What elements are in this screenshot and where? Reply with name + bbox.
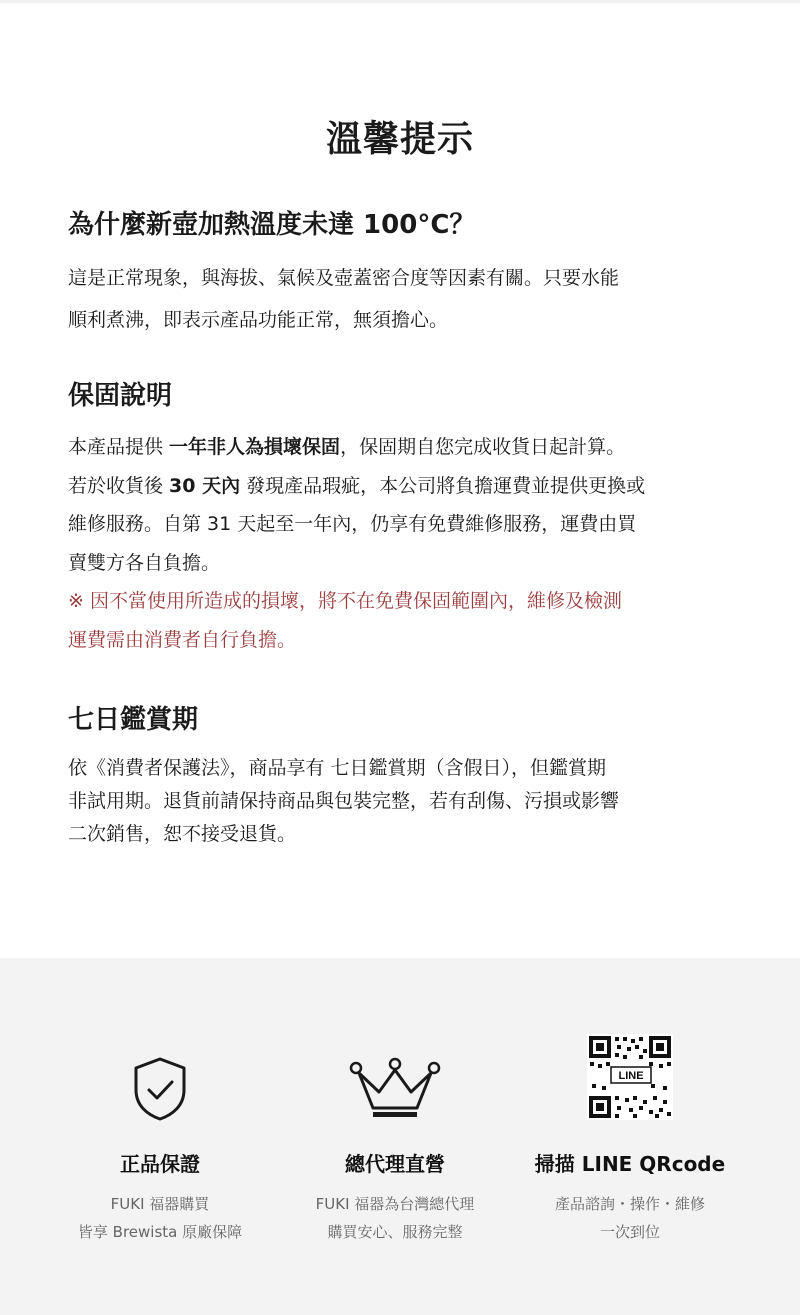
warranty-text-part: 本產品提供 (68, 436, 170, 458)
faq-text (68, 257, 740, 341)
notice-content (0, 3, 800, 958)
feature-desc (500, 1190, 760, 1246)
feature-desc-line: 購買安心、服務完整 (327, 1223, 463, 1241)
feature-desc (265, 1190, 525, 1246)
faq-heading: 為什麼新壺加熱溫度未達 100°C？ (68, 210, 476, 240)
feature-desc-line: FUKI 福器為台灣總代理 (315, 1195, 475, 1213)
warranty-section (68, 375, 740, 659)
trial-line: 依《消費者保護法》，商品享有 七日鑑賞期（含假日），但鑑賞期 (68, 757, 607, 779)
warranty-text-part: 維修服務。自第 31 天起至一年內，仍享有免費維修服務，運費由買 (68, 513, 637, 535)
page-title: 溫馨提示 (325, 119, 474, 160)
feature-footer (0, 958, 800, 1315)
feature-title: 總代理直營 (345, 1152, 445, 1176)
feature-title: 正品保證 (120, 1152, 200, 1176)
warranty-highlight: 一年非人為損壞保固 (169, 436, 341, 458)
feature-desc (30, 1190, 290, 1246)
faq-section (68, 204, 740, 341)
crown-icon (347, 1056, 443, 1126)
trial-heading: 七日鑑賞期 (68, 705, 199, 735)
feature-title: 掃描 LINE QRcode (534, 1152, 726, 1176)
qr-code-icon[interactable] (587, 1034, 673, 1124)
shield-check-icon (132, 1056, 188, 1126)
warranty-text-part: 若於收貨後 (68, 474, 170, 497)
trial-text (68, 752, 740, 851)
warranty-text-part: 賣雙方各自負擔。 (68, 551, 221, 574)
warranty-heading: 保固說明 (68, 381, 173, 411)
warranty-warning: 運費需由消費者自行負擔。 (68, 628, 297, 651)
warranty-text (68, 428, 740, 659)
feature-desc-line: 產品諮詢・操作・維修 (554, 1195, 705, 1213)
faq-line: 這是正常現象，與海拔、氣候及壺蓋密合度等因素有關。只要水能 (68, 267, 620, 289)
feature-desc-line: FUKI 福器購買 (110, 1195, 210, 1213)
qr-label: LINE (618, 1070, 644, 1082)
trial-line: 非試用期。退貨前請保持商品與包裝完整，若有刮傷、污損或影響 (68, 790, 620, 812)
feature-desc-line: 皆享 Brewista 原廠保障 (77, 1223, 243, 1241)
faq-line: 順利煮沸，即表示產品功能正常，無須擔心。 (68, 309, 449, 331)
warranty-text-part: 發現產品瑕疵，本公司將負擔運費並提供更換或 (240, 474, 646, 497)
warranty-warning: ※ 因不當使用所造成的損壞，將不在免費保固範圍內，維修及檢測 (68, 590, 622, 612)
feature-desc-line: 一次到位 (599, 1223, 660, 1241)
trial-section (68, 699, 740, 851)
trial-line: 二次銷售，恕不接受退貨。 (68, 823, 297, 845)
warranty-highlight: 30 天內 (169, 474, 241, 497)
warranty-text-part: ，保固期自您完成收貨日起計算。 (340, 436, 626, 458)
